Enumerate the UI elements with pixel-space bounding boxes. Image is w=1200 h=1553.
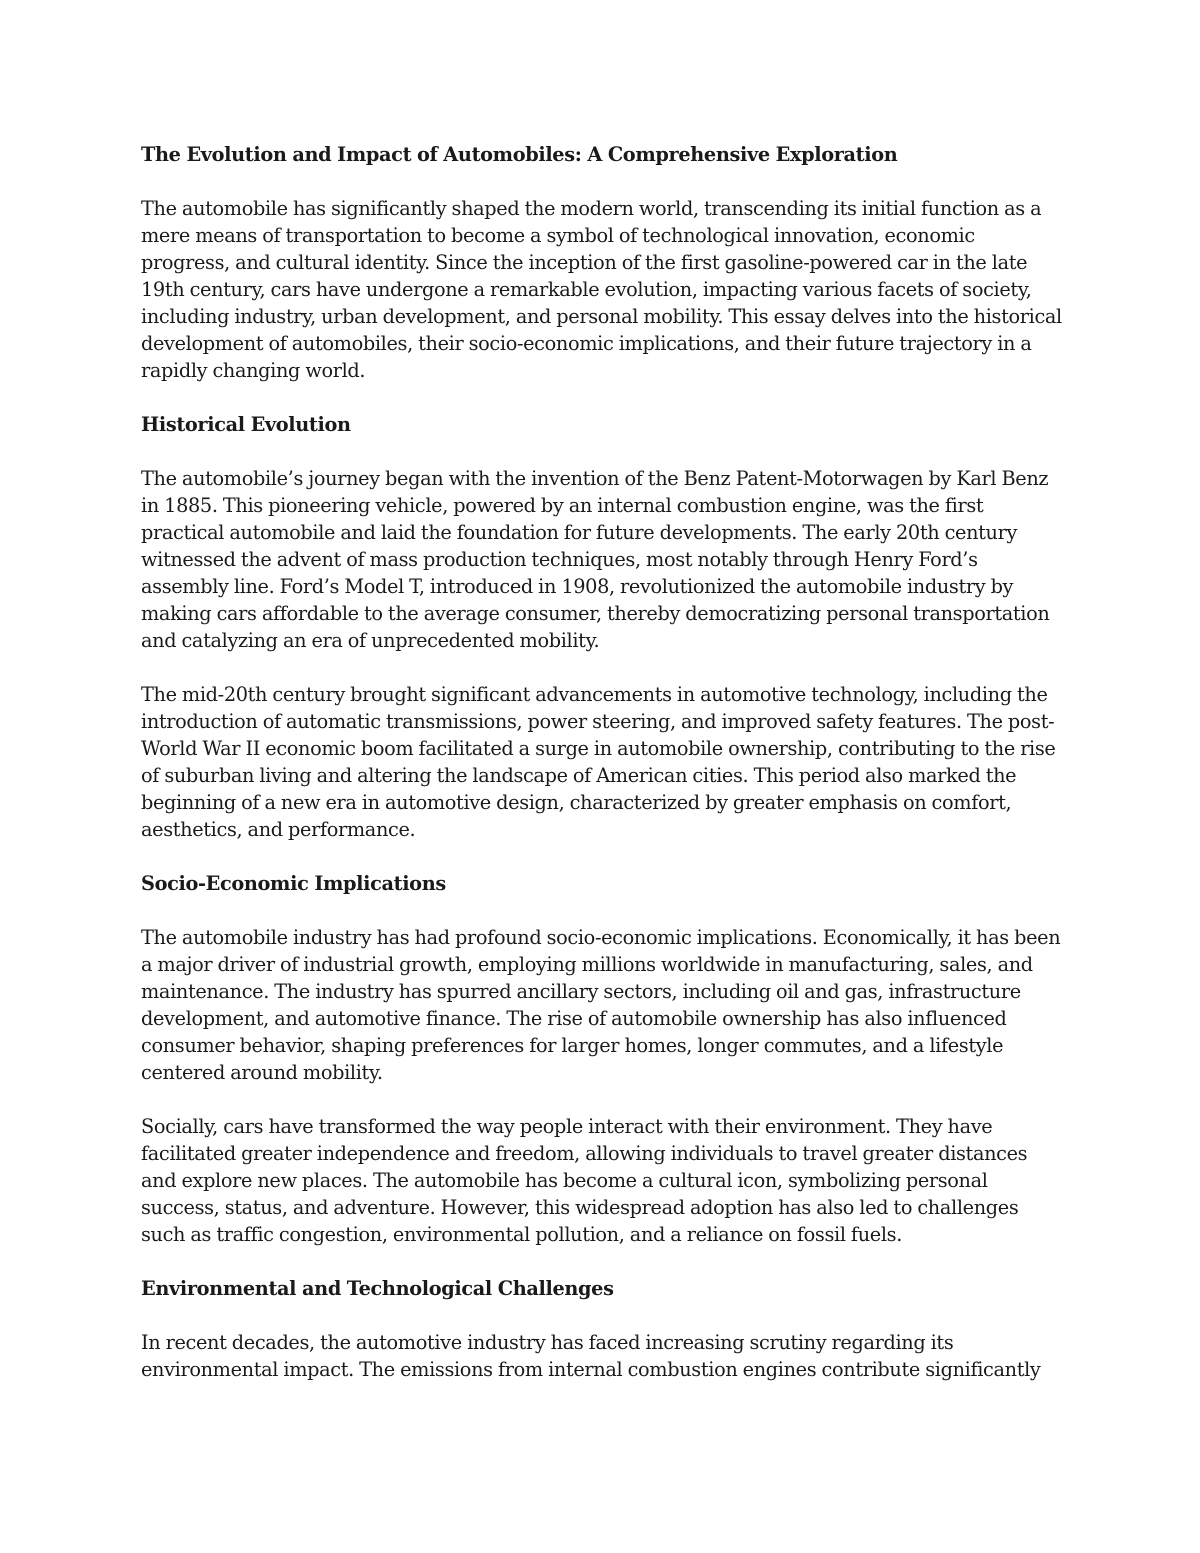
paragraph: In recent decades, the automotive industry has faced increasing scrutiny regarding its environmental impact. The emissions from internal combustion engines contribute significantly [141, 1331, 1041, 1381]
intro-paragraph: The automobile has significantly shaped the modern world, transcending its initial function as a mere means of transportation to become a symbol of technological innovation, economic progress, and cultural identity. Since the inception of the first gasoline-powered car in the late 19th century, cars have undergone a remarkable evolution, impacting various facets of society, including industry, urban development, and personal mobility. This essay delves into the historical development of automobiles, their socio-economic implications, and their future trajectory in a rapidly changing world. [141, 197, 1062, 382]
paragraph: The automobile industry has had profound socio-economic implications. Economically, it has been a major driver of industrial growth, employing millions worldwide in manufacturing, sales, and maintenance. The industry has spurred ancillary sectors, including oil and gas, infrastructure development, and automotive finance. The rise of automobile ownership has also influenced consumer behavior, shaping preferences for larger homes, longer commutes, and a lifestyle centered around mobility. [141, 926, 1061, 1084]
section-heading-historical-evolution: Historical Evolution [141, 413, 351, 436]
paragraph: The automobile’s journey began with the invention of the Benz Patent-Motorwagen by Karl Benz in 1885. This pioneering vehicle, powered by an internal combustion engine, was the first practical automobile and laid the foundation for future developments. The early 20th century witnessed the advent of mass production techniques, most notably through Henry Ford’s assembly line. Ford’s Model T, introduced in 1908, revolutionized the automobile industry by making cars affordable to the average consumer, thereby democratizing personal transportation and catalyzing an era of unprecedented mobility. [141, 467, 1050, 652]
document-title: The Evolution and Impact of Automobiles: A Comprehensive Exploration [141, 143, 898, 166]
document-body [141, 141, 1066, 1410]
section-heading-socio-economic-implications: Socio-Economic Implications [141, 872, 446, 895]
paragraph: The mid-20th century brought significant advancements in automotive technology, including the introduction of automatic transmissions, power steering, and improved safety features. The post-World War II economic boom facilitated a surge in automobile ownership, contributing to the rise of suburban living and altering the landscape of American cities. This period also marked the beginning of a new era in automotive design, characterized by greater emphasis on comfort, aesthetics, and performance. [141, 683, 1056, 841]
section-heading-environmental-challenges: Environmental and Technological Challenges [141, 1277, 614, 1300]
paragraph: Socially, cars have transformed the way people interact with their environment. They have facilitated greater independence and freedom, allowing individuals to travel greater distances and explore new places. The automobile has become a cultural icon, symbolizing personal success, status, and adventure. However, this widespread adoption has also led to challenges such as traffic congestion, environmental pollution, and a reliance on fossil fuels. [141, 1115, 1028, 1246]
